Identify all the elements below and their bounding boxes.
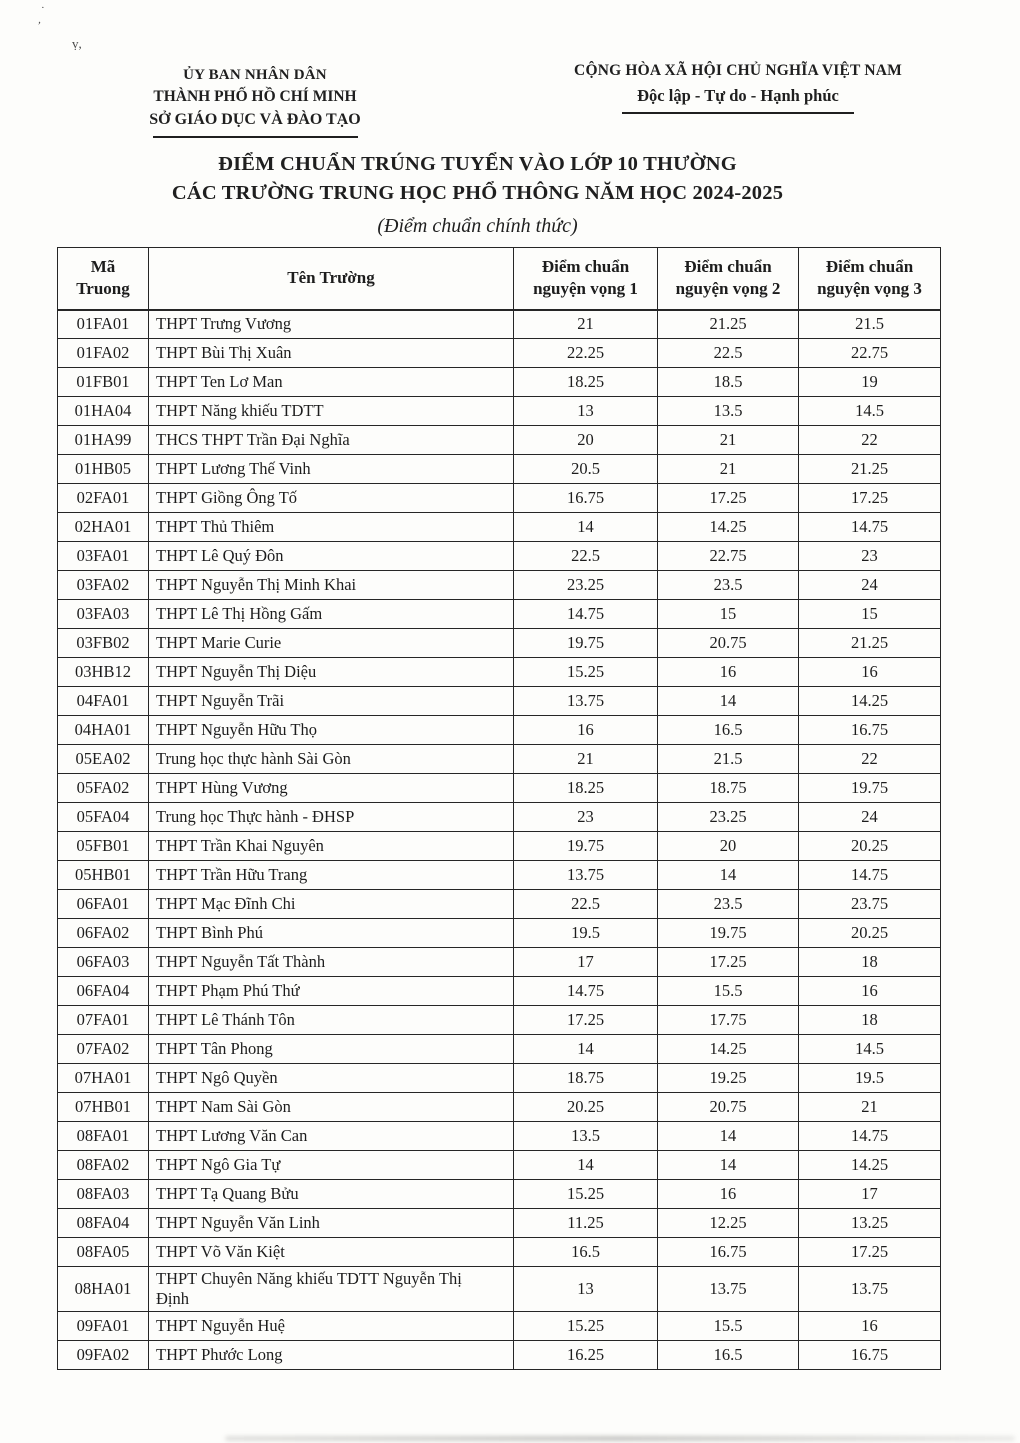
table-row [58, 861, 941, 890]
school-code-cell: 05HB01 [58, 861, 149, 890]
table-row [58, 368, 941, 397]
score-nv3-cell: 21.5 [799, 310, 941, 339]
score-nv3-cell: 14.25 [799, 1151, 941, 1180]
score-nv2-cell: 14 [658, 1151, 799, 1180]
school-name-cell: THPT Hùng Vương [149, 774, 514, 803]
scan-speck: · [41, 2, 45, 14]
table-row [58, 832, 941, 861]
country-name: CỘNG HÒA XÃ HỘI CHỦ NGHĨA VIỆT NAM [574, 62, 902, 79]
score-nv2-cell: 20.75 [658, 629, 799, 658]
score-nv2-cell: 15.5 [658, 1312, 799, 1341]
score-nv3-cell: 14.25 [799, 687, 941, 716]
score-nv2-cell: 21 [658, 426, 799, 455]
score-nv1-cell: 15.25 [514, 1180, 658, 1209]
table-row [58, 716, 941, 745]
score-nv1-cell: 20.5 [514, 455, 658, 484]
table-row [58, 1035, 941, 1064]
table-row [58, 1006, 941, 1035]
scan-speck: ’ [35, 19, 42, 33]
school-code-cell: 08FA01 [58, 1122, 149, 1151]
score-nv3-cell: 22 [799, 426, 941, 455]
school-code-cell: 03HB12 [58, 658, 149, 687]
score-nv2-cell: 22.75 [658, 542, 799, 571]
score-nv2-cell: 23.5 [658, 890, 799, 919]
school-name-cell: THPT Phạm Phú Thứ [149, 977, 514, 1006]
table-row [58, 600, 941, 629]
score-nv1-cell: 13.5 [514, 1122, 658, 1151]
school-code-cell: 01HA04 [58, 397, 149, 426]
school-code-cell: 08FA03 [58, 1180, 149, 1209]
score-nv2-cell: 21 [658, 455, 799, 484]
school-code-cell: 07FA01 [58, 1006, 149, 1035]
score-nv1-cell: 16.5 [514, 1238, 658, 1267]
document-title [60, 150, 895, 241]
school-name-cell: THPT Nguyễn Thị Minh Khai [149, 571, 514, 600]
school-name-cell: THPT Ngô Gia Tự [149, 1151, 514, 1180]
table-row [58, 1209, 941, 1238]
score-nv2-cell: 17.25 [658, 484, 799, 513]
scan-speck: ṿ, [72, 36, 82, 51]
score-nv1-cell: 15.25 [514, 658, 658, 687]
table-header-row [58, 248, 941, 310]
score-nv1-cell: 18.75 [514, 1064, 658, 1093]
score-nv2-cell: 22.5 [658, 339, 799, 368]
score-nv1-cell: 14 [514, 1151, 658, 1180]
school-name-cell: THPT Lương Văn Can [149, 1122, 514, 1151]
score-nv1-cell: 19.75 [514, 832, 658, 861]
school-code-cell: 06FA03 [58, 948, 149, 977]
score-nv1-cell: 21 [514, 745, 658, 774]
table-row [58, 1122, 941, 1151]
school-name-cell: THPT Ten Lơ Man [149, 368, 514, 397]
score-nv1-cell: 14 [514, 513, 658, 542]
school-code-cell: 01FB01 [58, 368, 149, 397]
table-row [58, 687, 941, 716]
score-nv2-cell: 21.25 [658, 310, 799, 339]
score-nv1-cell: 13.75 [514, 687, 658, 716]
header-score-nv2: Điểm chuẩn nguyện vọng 2 [658, 248, 799, 310]
title-line-3: (Điểm chuẩn chính thức) [377, 215, 578, 237]
score-nv3-cell: 19.5 [799, 1064, 941, 1093]
school-name-cell: THPT Lương Thế Vinh [149, 455, 514, 484]
table-row [58, 1180, 941, 1209]
scan-smudge [225, 1436, 1015, 1441]
score-nv1-cell: 19.75 [514, 629, 658, 658]
table-row [58, 774, 941, 803]
school-name-cell: THPT Nguyễn Tất Thành [149, 948, 514, 977]
table-row [58, 339, 941, 368]
score-nv2-cell: 18.5 [658, 368, 799, 397]
motto-underline [622, 112, 854, 114]
school-code-cell: 09FA01 [58, 1312, 149, 1341]
table-row [58, 1151, 941, 1180]
school-code-cell: 08FA05 [58, 1238, 149, 1267]
school-code-cell: 08FA02 [58, 1151, 149, 1180]
score-nv3-cell: 16.75 [799, 716, 941, 745]
school-name-cell: THPT Nguyễn Huệ [149, 1312, 514, 1341]
score-nv1-cell: 23 [514, 803, 658, 832]
school-code-cell: 04HA01 [58, 716, 149, 745]
score-nv1-cell: 13 [514, 1267, 658, 1312]
score-nv2-cell: 18.75 [658, 774, 799, 803]
score-nv3-cell: 21.25 [799, 455, 941, 484]
score-nv1-cell: 20 [514, 426, 658, 455]
school-code-cell: 04FA01 [58, 687, 149, 716]
score-nv2-cell: 19.25 [658, 1064, 799, 1093]
header-score-nv1: Điểm chuẩn nguyện vọng 1 [514, 248, 658, 310]
table-row [58, 455, 941, 484]
table-row [58, 513, 941, 542]
table-row [58, 658, 941, 687]
score-nv3-cell: 18 [799, 1006, 941, 1035]
score-nv1-cell: 18.25 [514, 368, 658, 397]
score-nv1-cell: 15.25 [514, 1312, 658, 1341]
score-nv2-cell: 16 [658, 658, 799, 687]
table-row [58, 310, 941, 339]
authority-line-1: ỦY BAN NHÂN DÂN [183, 67, 327, 83]
table-row [58, 1093, 941, 1122]
score-nv2-cell: 14 [658, 861, 799, 890]
score-nv2-cell: 14.25 [658, 1035, 799, 1064]
score-nv2-cell: 16 [658, 1180, 799, 1209]
score-nv3-cell: 20.25 [799, 832, 941, 861]
school-name-cell: THPT Ngô Quyền [149, 1064, 514, 1093]
score-nv3-cell: 14.5 [799, 397, 941, 426]
school-code-cell: 01HB05 [58, 455, 149, 484]
score-nv3-cell: 16 [799, 977, 941, 1006]
score-nv1-cell: 11.25 [514, 1209, 658, 1238]
score-nv1-cell: 17 [514, 948, 658, 977]
table-row [58, 484, 941, 513]
table-row [58, 542, 941, 571]
school-code-cell: 05EA02 [58, 745, 149, 774]
school-name-cell: Trung học thực hành Sài Gòn [149, 745, 514, 774]
score-nv2-cell: 14 [658, 687, 799, 716]
score-nv2-cell: 16.5 [658, 716, 799, 745]
score-nv2-cell: 13.5 [658, 397, 799, 426]
school-name-cell: THPT Bùi Thị Xuân [149, 339, 514, 368]
score-nv3-cell: 13.75 [799, 1267, 941, 1312]
score-nv2-cell: 17.25 [658, 948, 799, 977]
score-nv1-cell: 14.75 [514, 977, 658, 1006]
table-row [58, 745, 941, 774]
score-nv3-cell: 24 [799, 803, 941, 832]
table-row [58, 629, 941, 658]
table-row [58, 426, 941, 455]
score-nv2-cell: 14 [658, 1122, 799, 1151]
school-code-cell: 08HA01 [58, 1267, 149, 1312]
table-body [58, 310, 941, 1370]
score-nv1-cell: 22.25 [514, 339, 658, 368]
score-nv3-cell: 23.75 [799, 890, 941, 919]
score-nv3-cell: 18 [799, 948, 941, 977]
score-nv1-cell: 13.75 [514, 861, 658, 890]
school-code-cell: 01FA02 [58, 339, 149, 368]
score-nv1-cell: 16 [514, 716, 658, 745]
table-row [58, 1238, 941, 1267]
score-nv2-cell: 23.5 [658, 571, 799, 600]
table-row [58, 803, 941, 832]
score-nv2-cell: 17.75 [658, 1006, 799, 1035]
score-nv3-cell: 21 [799, 1093, 941, 1122]
school-name-cell: THPT Lê Thánh Tôn [149, 1006, 514, 1035]
authority-line-3: SỞ GIÁO DỤC VÀ ĐÀO TẠO [149, 111, 361, 128]
table-row [58, 948, 941, 977]
national-motto: Độc lập - Tự do - Hạnh phúc [637, 86, 839, 105]
school-code-cell: 06FA01 [58, 890, 149, 919]
score-nv2-cell: 23.25 [658, 803, 799, 832]
header-score-nv3: Điểm chuẩn nguyện vọng 3 [799, 248, 941, 310]
school-name-cell: Trung học Thực hành - ĐHSP [149, 803, 514, 832]
school-code-cell: 08FA04 [58, 1209, 149, 1238]
score-nv1-cell: 22.5 [514, 542, 658, 571]
score-nv3-cell: 19 [799, 368, 941, 397]
school-name-cell: THPT Mạc Đĩnh Chi [149, 890, 514, 919]
score-nv3-cell: 17.25 [799, 1238, 941, 1267]
score-nv1-cell: 14 [514, 1035, 658, 1064]
school-name-cell: THPT Tân Phong [149, 1035, 514, 1064]
school-name-cell: THPT Nam Sài Gòn [149, 1093, 514, 1122]
school-name-cell: THPT Nguyễn Văn Linh [149, 1209, 514, 1238]
school-code-cell: 09FA02 [58, 1341, 149, 1370]
school-name-cell: THCS THPT Trần Đại Nghĩa [149, 426, 514, 455]
score-nv3-cell: 19.75 [799, 774, 941, 803]
school-code-cell: 03FA02 [58, 571, 149, 600]
school-name-cell: THPT Lê Thị Hồng Gấm [149, 600, 514, 629]
score-nv1-cell: 16.75 [514, 484, 658, 513]
score-nv2-cell: 19.75 [658, 919, 799, 948]
national-motto-block [528, 62, 948, 114]
school-name-cell: THPT Trần Hữu Trang [149, 861, 514, 890]
table-row [58, 1341, 941, 1370]
score-nv1-cell: 22.5 [514, 890, 658, 919]
school-name-cell: THPT Trần Khai Nguyên [149, 832, 514, 861]
school-name-cell: THPT Marie Curie [149, 629, 514, 658]
score-nv2-cell: 20.75 [658, 1093, 799, 1122]
table-row [58, 1267, 941, 1312]
header-school-name: Tên Trường [149, 248, 514, 310]
school-name-cell: THPT Thủ Thiêm [149, 513, 514, 542]
score-nv1-cell: 21 [514, 310, 658, 339]
school-code-cell: 05FB01 [58, 832, 149, 861]
score-nv3-cell: 16 [799, 1312, 941, 1341]
score-nv3-cell: 14.75 [799, 1122, 941, 1151]
score-nv3-cell: 22.75 [799, 339, 941, 368]
score-nv1-cell: 14.75 [514, 600, 658, 629]
score-nv2-cell: 16.5 [658, 1341, 799, 1370]
score-nv3-cell: 23 [799, 542, 941, 571]
school-name-cell: THPT Nguyễn Thị Diệu [149, 658, 514, 687]
table-row [58, 977, 941, 1006]
score-nv3-cell: 22 [799, 745, 941, 774]
score-nv3-cell: 14.5 [799, 1035, 941, 1064]
school-name-cell: THPT Năng khiếu TDTT [149, 397, 514, 426]
score-nv3-cell: 13.25 [799, 1209, 941, 1238]
score-nv2-cell: 15 [658, 600, 799, 629]
school-code-cell: 07FA02 [58, 1035, 149, 1064]
school-code-cell: 02FA01 [58, 484, 149, 513]
score-nv3-cell: 20.25 [799, 919, 941, 948]
school-name-cell: THPT Tạ Quang Bửu [149, 1180, 514, 1209]
title-line-1: ĐIỂM CHUẨN TRÚNG TUYỂN VÀO LỚP 10 THƯỜNG [218, 153, 737, 175]
table-row [58, 1064, 941, 1093]
school-code-cell: 07HB01 [58, 1093, 149, 1122]
school-name-cell: THPT Nguyễn Hữu Thọ [149, 716, 514, 745]
table-row [58, 919, 941, 948]
table-row [58, 397, 941, 426]
score-nv1-cell: 20.25 [514, 1093, 658, 1122]
score-table [57, 247, 941, 1370]
score-nv3-cell: 16 [799, 658, 941, 687]
school-name-cell: THPT Trưng Vương [149, 310, 514, 339]
header-school-code: Mã Truong [58, 248, 149, 310]
school-code-cell: 03FA01 [58, 542, 149, 571]
table-row [58, 571, 941, 600]
school-code-cell: 02HA01 [58, 513, 149, 542]
score-nv1-cell: 16.25 [514, 1341, 658, 1370]
school-code-cell: 03FA03 [58, 600, 149, 629]
school-code-cell: 07HA01 [58, 1064, 149, 1093]
score-nv3-cell: 24 [799, 571, 941, 600]
school-code-cell: 06FA04 [58, 977, 149, 1006]
school-code-cell: 01FA01 [58, 310, 149, 339]
score-nv2-cell: 20 [658, 832, 799, 861]
school-name-cell: THPT Lê Quý Đôn [149, 542, 514, 571]
school-code-cell: 01HA99 [58, 426, 149, 455]
score-nv2-cell: 21.5 [658, 745, 799, 774]
score-nv2-cell: 12.25 [658, 1209, 799, 1238]
score-nv3-cell: 15 [799, 600, 941, 629]
score-nv3-cell: 17.25 [799, 484, 941, 513]
table-row [58, 1312, 941, 1341]
score-nv1-cell: 19.5 [514, 919, 658, 948]
score-nv3-cell: 21.25 [799, 629, 941, 658]
title-line-2: CÁC TRƯỜNG TRUNG HỌC PHỔ THÔNG NĂM HỌC 2024-2025 [171, 182, 784, 204]
score-nv1-cell: 17.25 [514, 1006, 658, 1035]
score-nv2-cell: 16.75 [658, 1238, 799, 1267]
score-nv3-cell: 14.75 [799, 861, 941, 890]
issuing-authority-block [105, 64, 405, 138]
score-nv3-cell: 17 [799, 1180, 941, 1209]
school-name-cell: THPT Võ Văn Kiệt [149, 1238, 514, 1267]
school-code-cell: 05FA02 [58, 774, 149, 803]
table-header [58, 248, 941, 310]
school-name-cell: THPT Chuyên Năng khiếu TDTT Nguyễn Thị Định [149, 1267, 514, 1312]
school-name-cell: THPT Phước Long [149, 1341, 514, 1370]
table-row [58, 890, 941, 919]
score-nv1-cell: 23.25 [514, 571, 658, 600]
school-code-cell: 03FB02 [58, 629, 149, 658]
score-nv1-cell: 18.25 [514, 774, 658, 803]
score-nv2-cell: 15.5 [658, 977, 799, 1006]
school-name-cell: THPT Bình Phú [149, 919, 514, 948]
school-code-cell: 06FA02 [58, 919, 149, 948]
school-code-cell: 05FA04 [58, 803, 149, 832]
authority-line-2: THÀNH PHỐ HỒ CHÍ MINH [153, 88, 357, 105]
score-nv3-cell: 14.75 [799, 513, 941, 542]
school-name-cell: THPT Nguyễn Trãi [149, 687, 514, 716]
score-nv2-cell: 13.75 [658, 1267, 799, 1312]
school-name-cell: THPT Giồng Ông Tố [149, 484, 514, 513]
score-nv1-cell: 13 [514, 397, 658, 426]
score-nv3-cell: 16.75 [799, 1341, 941, 1370]
score-nv2-cell: 14.25 [658, 513, 799, 542]
authority-underline [153, 136, 358, 138]
